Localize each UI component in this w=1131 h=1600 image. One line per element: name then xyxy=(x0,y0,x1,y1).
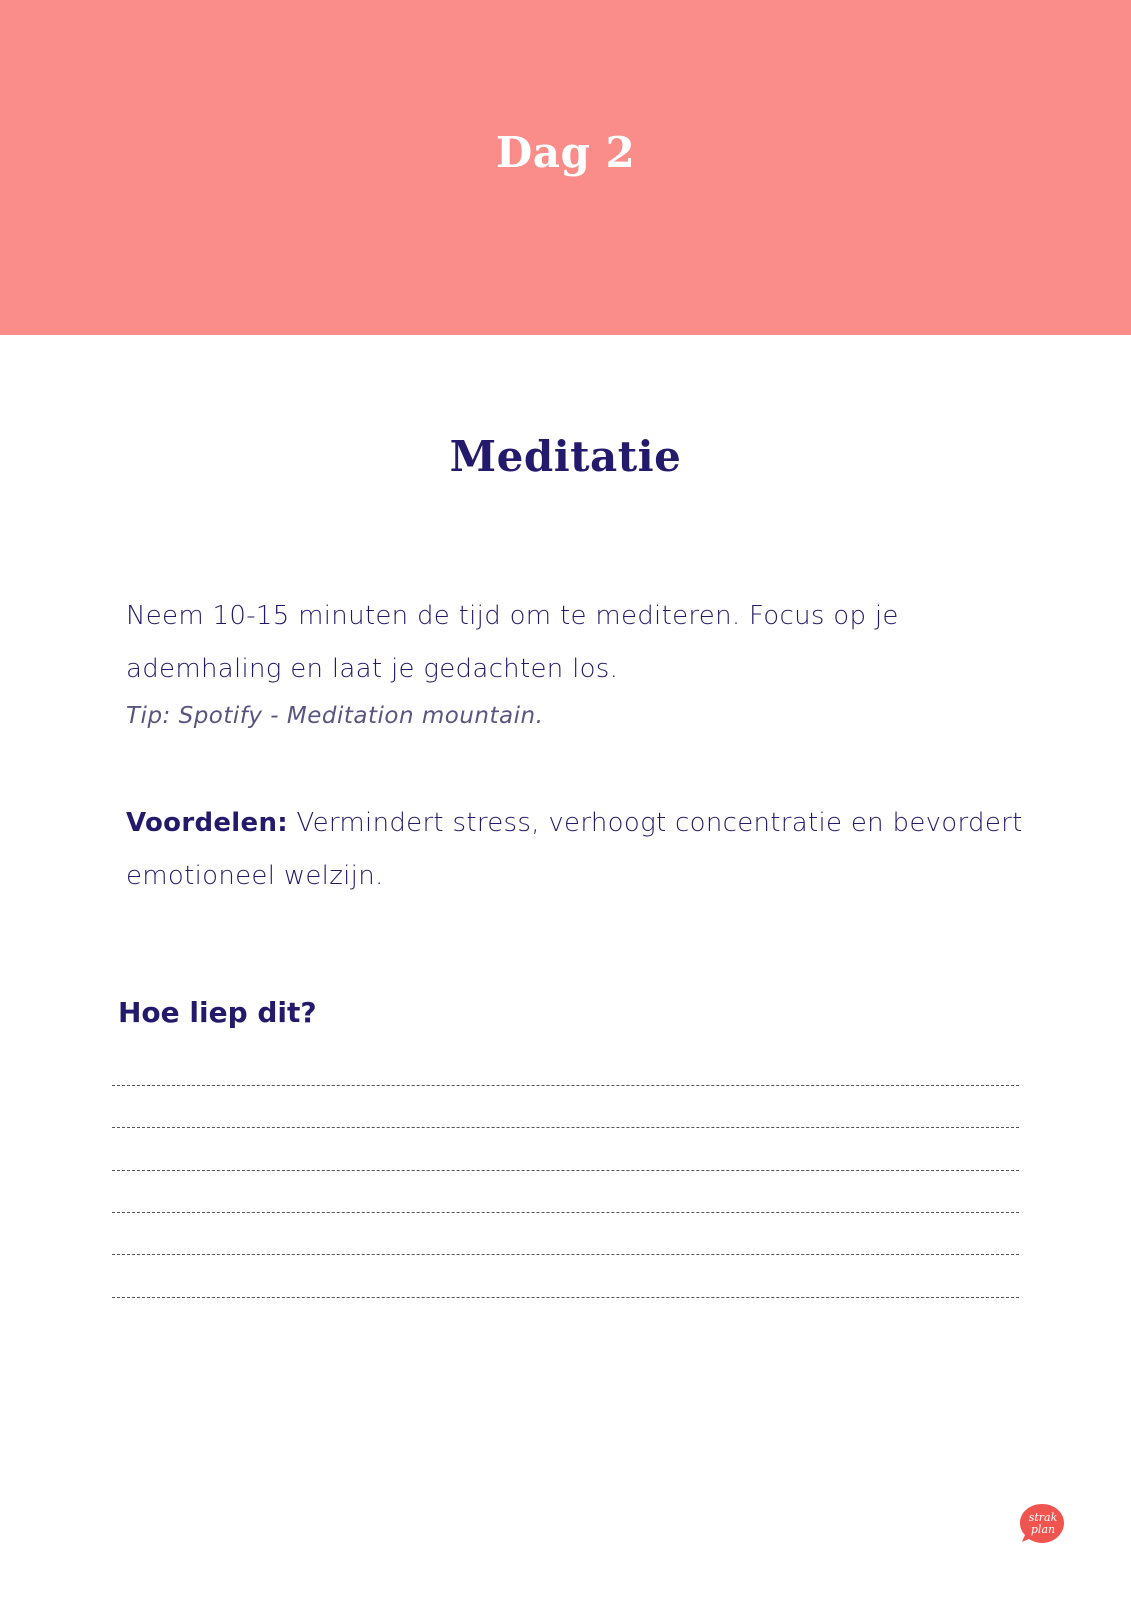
answer-line-6[interactable] xyxy=(112,1297,1019,1298)
answer-line-2[interactable] xyxy=(112,1127,1019,1128)
strakplan-logo-icon xyxy=(1019,1503,1065,1545)
day-title: Dag 2 xyxy=(495,128,636,177)
benefits-text: Vermindert stress, verhoogt concentratie en bevordert emotioneel welzijn. xyxy=(126,808,1023,891)
header-banner xyxy=(0,0,1131,335)
reflection-question: Hoe liep dit? xyxy=(118,996,317,1029)
intro-paragraph: Neem 10-15 minuten de tijd om te mediteren. Focus op je ademhaling en laat je gedachten los. xyxy=(126,601,899,684)
benefits-paragraph xyxy=(126,797,1026,903)
answer-line-4[interactable] xyxy=(112,1212,1019,1213)
page-title: Meditatie xyxy=(449,432,682,481)
benefits-label: Voordelen: xyxy=(126,808,288,838)
answer-line-1[interactable] xyxy=(112,1085,1019,1086)
answer-line-5[interactable] xyxy=(112,1254,1019,1255)
tip-text: Tip: Spotify - Meditation mountain. xyxy=(126,703,544,729)
logo-text-top: strak xyxy=(1028,1511,1058,1524)
answer-line-3[interactable] xyxy=(112,1170,1019,1171)
logo-text-bottom: plan xyxy=(1030,1523,1056,1536)
